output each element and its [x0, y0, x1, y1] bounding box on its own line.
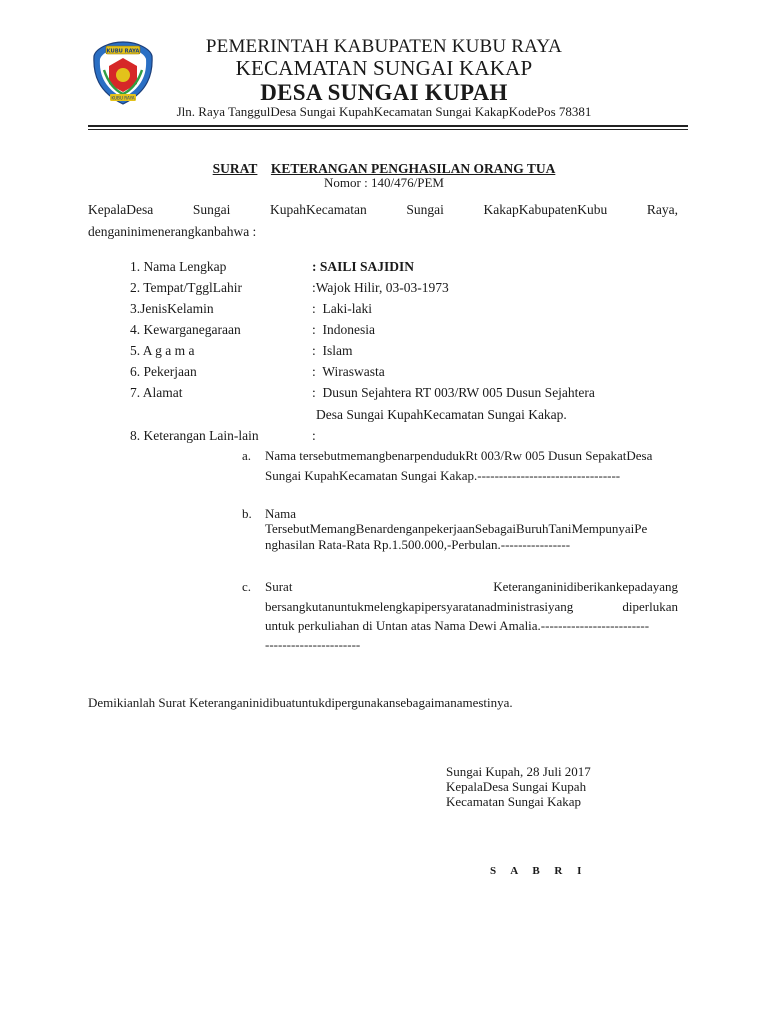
- closing-statement: Demikianlah Surat Keteranganinidibuatuntukdipergunakansebagaimanamestinya.: [88, 695, 513, 710]
- item-a-line-1: Nama tersebutmemangbenarpendudukRt 003/Rw 005 Dusun SepakatDesa: [265, 448, 653, 463]
- field-value-occupation: : Wiraswasta: [312, 364, 385, 379]
- signature-place-date: Sungai Kupah, 28 Juli 2017: [446, 764, 591, 779]
- logo-banner-text: KUBU RAYA: [106, 48, 140, 55]
- header-district: KECAMATAN SUNGAI KAKAP: [235, 56, 533, 80]
- field-label-religion: 5. A g a m a: [130, 343, 195, 358]
- intro-word: KakapKabupatenKubu: [483, 202, 608, 217]
- intro-word: KepalaDesa: [88, 202, 154, 217]
- field-value-gender: : Laki-laki: [312, 301, 372, 316]
- intro-word: KupahKecamatan: [270, 202, 367, 217]
- header-village: DESA SUNGAI KUPAH: [260, 80, 508, 105]
- signature-role-2: Kecamatan Sungai Kakap: [446, 794, 582, 809]
- field-value-name: : SAILI SAJIDIN: [312, 259, 415, 274]
- signature-name: S A B R I: [490, 865, 588, 877]
- field-label-birth: 2. Tempat/TgglLahir: [130, 280, 243, 295]
- item-a-line-2: Sungai KupahKecamatan Sungai Kakap.---------------------------------: [265, 468, 621, 483]
- item-b-marker: b.: [242, 506, 252, 521]
- item-a-marker: a.: [242, 448, 252, 463]
- field-label-address: 7. Alamat: [130, 385, 183, 400]
- intro-line-2: denganinimenerangkanbahwa :: [88, 224, 257, 239]
- letter-title-word: SURAT: [212, 161, 258, 176]
- logo-ribbon-text: KUBU RAYA: [111, 95, 135, 101]
- field-label-occupation: 6. Pekerjaan: [130, 364, 197, 379]
- field-value-religion: : Islam: [312, 343, 353, 358]
- field-value-birth: :Wajok Hilir, 03-03-1973: [312, 280, 449, 295]
- item-b-line-1: Nama: [265, 506, 297, 521]
- item-c-marker: c.: [242, 579, 252, 594]
- field-value-address-line-2: Desa Sungai KupahKecamatan Sungai Kakap.: [316, 407, 567, 422]
- field-label-other: 8. Keterangan Lain-lain: [130, 428, 259, 443]
- header-address: Jln. Raya TanggulDesa Sungai KupahKecamatan Sungai KakapKodePos 78381: [176, 104, 592, 119]
- intro-word: Sungai: [406, 202, 444, 217]
- field-value-address: : Dusun Sejahtera RT 003/RW 005 Dusun Sejahtera: [312, 385, 595, 400]
- intro-word: Sungai: [192, 202, 231, 217]
- item-c-line-2: [265, 599, 678, 615]
- header-government: PEMERINTAH KABUPATEN KUBU RAYA: [205, 36, 563, 57]
- item-c-line-2-right: diperlukan: [622, 599, 678, 614]
- intro-line-1: [88, 202, 678, 218]
- header-rule-thick: [88, 125, 688, 127]
- field-label-gender: 3.JenisKelamin: [130, 301, 214, 316]
- field-value-other: :: [312, 428, 316, 443]
- letter-title-rest: KETERANGAN PENGHASILAN ORANG TUA: [270, 161, 556, 176]
- item-b-line-3: nghasilan Rata-Rata Rp.1.500.000,-Perbulan.----------------: [265, 537, 571, 552]
- field-label-nationality: 4. Kewarganegaraan: [130, 322, 241, 337]
- field-label-name: 1. Nama Lengkap: [130, 259, 227, 274]
- header-rule-thin: [88, 129, 688, 130]
- item-b-line-2: TersebutMemangBenardenganpekerjaanSebagaiBuruhTaniMempunyaiPe: [265, 521, 648, 536]
- item-c-line-1: [265, 579, 678, 595]
- item-c-line-4: ----------------------: [265, 637, 361, 652]
- signature-role-1: KepalaDesa Sungai Kupah: [446, 779, 587, 794]
- intro-word: Raya,: [646, 202, 678, 217]
- item-c-line-1-left: Surat: [265, 579, 293, 594]
- item-c-line-3: untuk perkuliahan di Untan atas Nama Dewi Amalia.-------------------------: [265, 618, 650, 633]
- item-c-line-2-left: bersangkutanuntukmelengkapipersyaratanadministrasiyang: [265, 599, 574, 614]
- item-c-line-1-right: Keteranganinidiberikankepadayang: [493, 579, 678, 594]
- letter-number: Nomor : 140/476/PEM: [324, 175, 444, 190]
- field-value-nationality: : Indonesia: [312, 322, 375, 337]
